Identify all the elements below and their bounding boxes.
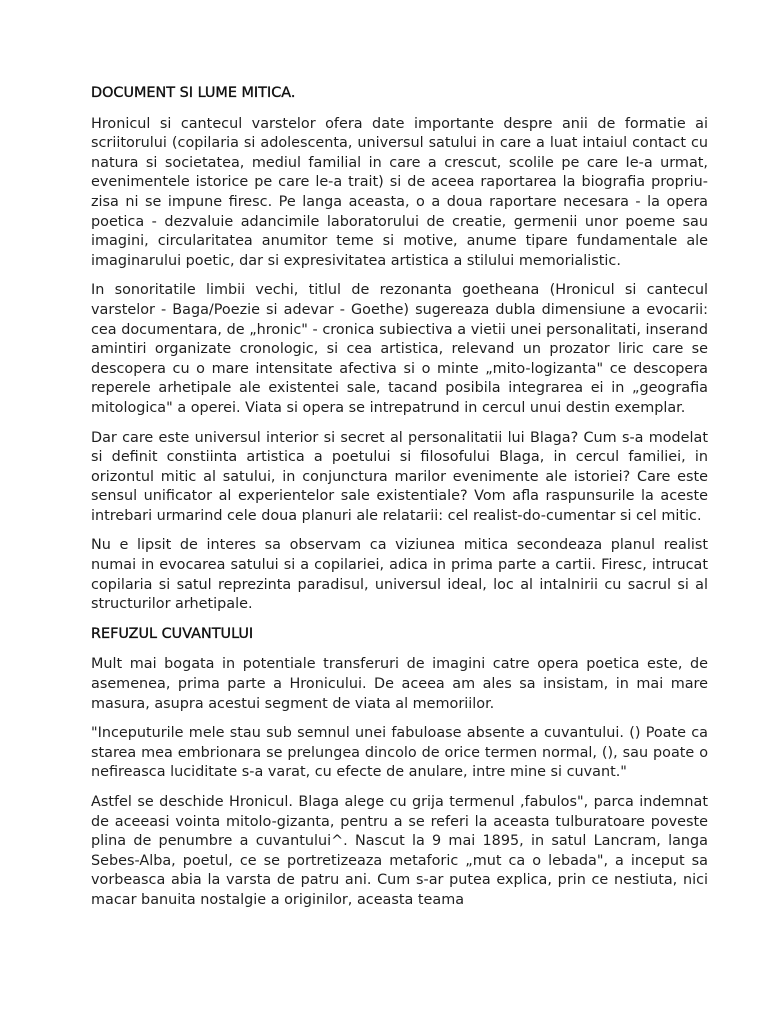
paragraph: Mult mai bogata in potentiale transferuri de imagini catre opera poetica este, de asemenea, prima parte a Hronicului. De aceea am ales sa insistam, in mai mare masura, asupra acestui segment de viata al memoriilor. bbox=[91, 656, 708, 712]
paragraph: Astfel se deschide Hronicul. Blaga alege cu grija termenul ,fabulos", parca indemnat de aceeasi vointa mitolo-gizanta, pentru a se referi la aceasta tulburatoare poveste plina de penumbre a cuvantului^. Nascut la 9 mai 1895, in satul Lancram, langa Sebes-Alba, poetul, ce se portretizeaza metaforic „mut ca o lebada", a inceput sa vorbeasca abia la varsta de patru ani. Cum s-ar putea explica, prin ce nestiuta, nici macar banuita nostalgie a originilor, aceasta teama bbox=[91, 794, 708, 908]
paragraph: Dar care este universul interior si secret al personalitatii lui Blaga? Cum s-a modelat si definit constiinta artistica a poetului si filosofului Blaga, in cercul familiei, in orizontul mitic al satului, in conjunctura marilor evenimente ale istoriei? Care este sensul unificator al experientelor sale existentiale? Vom afla raspunsurile la aceste intrebari urmarind cele doua planuri ale relatarii: cel realist-do-cumentar si cel mitic. bbox=[91, 429, 708, 524]
paragraph: Hronicul si cantecul varstelor ofera date importante despre anii de formatie ai scriitorului (copilaria si adolescenta, universul satului in care a luat intaiul contact cu natura si societatea, mediul familial in care a crescut, scolile pe care Ie-a urmat, evenimentele istorice pe care le-a trait) si de aceea raportarea la biografia propriu-zisa ni se impune firesc. Pe langa aceasta, o a doua raportare necesara - la opera poetica - dezvaluie adancimile laboratorului de creatie, germenii unor poeme sau imagini, circularitatea anumitor teme si motive, anume tipare fundamentale ale imaginarului poetic, dar si expresivitatea artistica a stilului memorialistic. bbox=[91, 115, 708, 269]
paragraph: Nu e lipsit de interes sa observam ca viziunea mitica secondeaza planul realist numai in evocarea satului si a copilariei, adica in prima parte a cartii. Firesc, intrucat copilaria si satul reprezinta paradisul, universul ideal, loc al intalnirii cu sacrul si al structurilor arhetipale. bbox=[91, 537, 708, 613]
paragraph: In sonoritatile limbii vechi, titlul de rezonanta goetheana (Hronicul si cantecul varstelor - Baga/Poezie si adevar - Goethe) sugereaza dubla dimensiune a evocarii: cea documentara, de „hronic" - cronica subiectiva a vietii unei personalitati, inserand amintiri organizate cronologic, si cea artistica, relevand un prozator liric care se descopera cu o mare intensitate afectiva si o minte „mito-logizanta" ce descopera reperele arhetipale ale existentei sale, tacand posibila integrarea ei in „geografia mitologica" a operei. Viata si opera se intrepatrund in cercul unui destin exemplar. bbox=[91, 282, 708, 416]
document-body bbox=[91, 84, 708, 921]
section-heading-refuzul-cuvantului: REFUZUL CUVANTULUI bbox=[91, 625, 254, 642]
section-heading-document-si-lume-mitica: DOCUMENT SI LUME MITICA. bbox=[91, 85, 296, 101]
quote-paragraph: "Inceputurile mele stau sub semnul unei fabuloase absente a cuvantului. () Poate ca starea mea embrionara se prelungea dincolo de orice termen normal, (), sau poate o nefireasca luciditate s-a varat, cu efecte de anulare, intre mine si cuvant." bbox=[91, 725, 708, 781]
